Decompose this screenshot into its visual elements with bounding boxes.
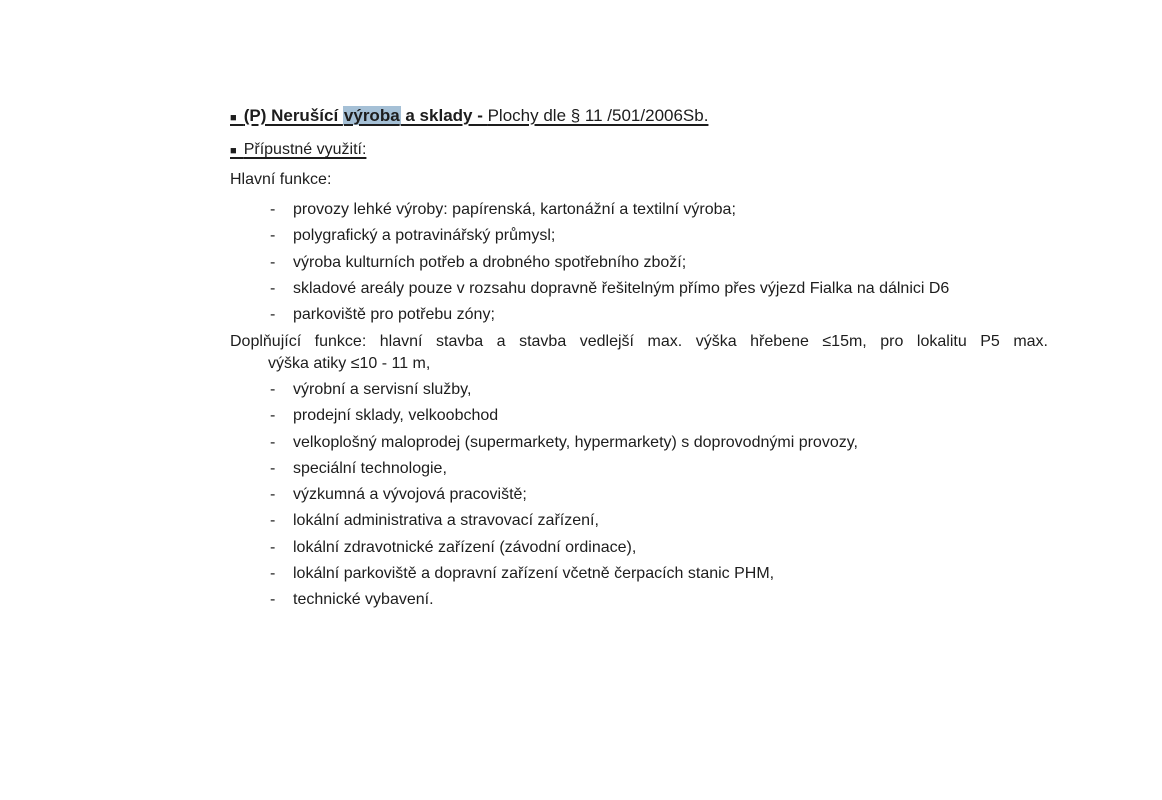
list-item bbox=[230, 485, 1048, 504]
main-functions-label: Hlavní funkce: bbox=[230, 171, 332, 188]
list-item bbox=[230, 279, 1048, 298]
supplementary-functions-list bbox=[230, 380, 1048, 609]
list-item-text: skladové areály pouze v rozsahu dopravně řešitelným přímo přes výjezd Fialka na dálnici D6 bbox=[293, 279, 950, 297]
dash-bullet: - bbox=[270, 253, 276, 271]
list-item bbox=[230, 305, 1048, 324]
list-item-text: parkoviště pro potřebu zóny; bbox=[293, 306, 495, 323]
supplementary-functions-paragraph bbox=[230, 331, 1048, 374]
dash-bullet: - bbox=[270, 227, 276, 245]
list-item-text: speciální technologie, bbox=[293, 459, 447, 477]
dash-bullet: - bbox=[270, 459, 276, 477]
list-item bbox=[230, 590, 1048, 609]
title-text-pre: (P) Nerušící bbox=[243, 106, 343, 125]
square-bullet-icon: ■ bbox=[230, 145, 244, 157]
title-bold-segment bbox=[230, 106, 488, 125]
dash-bullet: - bbox=[270, 512, 276, 530]
list-item bbox=[230, 406, 1048, 425]
list-item bbox=[230, 459, 1048, 478]
supplementary-line-2: výška atiky ≤10 - 11 m, bbox=[268, 354, 431, 372]
list-item bbox=[230, 253, 1048, 272]
main-functions-list bbox=[230, 200, 1048, 324]
permitted-use-heading bbox=[230, 139, 1048, 162]
title-underline-group bbox=[230, 106, 708, 125]
list-item bbox=[230, 538, 1048, 557]
list-item bbox=[230, 433, 1048, 452]
list-item-text: lokální administrativa a stravovací zařízení, bbox=[293, 512, 599, 530]
square-bullet-icon: ■ bbox=[230, 112, 244, 124]
list-item bbox=[230, 564, 1048, 583]
subheading-underline-group bbox=[230, 141, 366, 158]
subheading-text: Přípustné využití: bbox=[243, 141, 367, 158]
list-item-text: technické vybavení. bbox=[293, 591, 434, 608]
list-item bbox=[230, 226, 1048, 245]
dash-bullet: - bbox=[270, 279, 276, 297]
list-item-text: lokální parkoviště a dopravní zařízení včetně čerpacích stanic PHM, bbox=[293, 564, 775, 582]
dash-bullet: - bbox=[270, 486, 276, 503]
list-item bbox=[230, 380, 1048, 399]
dash-bullet: - bbox=[270, 433, 276, 451]
list-item-text: výrobní a servisní služby, bbox=[293, 381, 472, 398]
dash-bullet: - bbox=[270, 564, 276, 582]
list-item-text: provozy lehké výroby: papírenská, kartonážní a textilní výroba; bbox=[293, 201, 736, 218]
search-highlight: výroba bbox=[343, 106, 400, 125]
list-item-text: prodejní sklady, velkoobchod bbox=[293, 407, 499, 425]
list-item-text: polygrafický a potravinářský průmysl; bbox=[293, 227, 556, 245]
dash-bullet: - bbox=[270, 407, 276, 425]
title-reference: Plochy dle § 11 /501/2006Sb. bbox=[487, 106, 709, 125]
dash-bullet: - bbox=[270, 306, 276, 323]
list-item bbox=[230, 511, 1048, 530]
supplementary-line-1: Doplňující funkce: hlavní stavba a stavba vedlejší max. výška hřebene ≤15m, pro lokalitu P5 max. bbox=[230, 333, 1048, 350]
list-item bbox=[230, 200, 1048, 219]
list-item-text: lokální zdravotnické zařízení (závodní ordinace), bbox=[293, 538, 637, 556]
list-item-text: velkoplošný maloprodej (supermarkety, hypermarkety) s doprovodnými provozy, bbox=[293, 433, 858, 451]
title-text-post: a sklady - bbox=[400, 106, 488, 125]
dash-bullet: - bbox=[270, 538, 276, 556]
list-item-text: výzkumná a vývojová pracoviště; bbox=[293, 486, 527, 503]
page-title bbox=[230, 104, 1048, 130]
list-item-text: výroba kulturních potřeb a drobného spotřebního zboží; bbox=[293, 253, 687, 271]
dash-bullet: - bbox=[270, 201, 276, 218]
dash-bullet: - bbox=[270, 381, 276, 398]
document-content bbox=[230, 104, 1048, 609]
dash-bullet: - bbox=[270, 591, 276, 608]
